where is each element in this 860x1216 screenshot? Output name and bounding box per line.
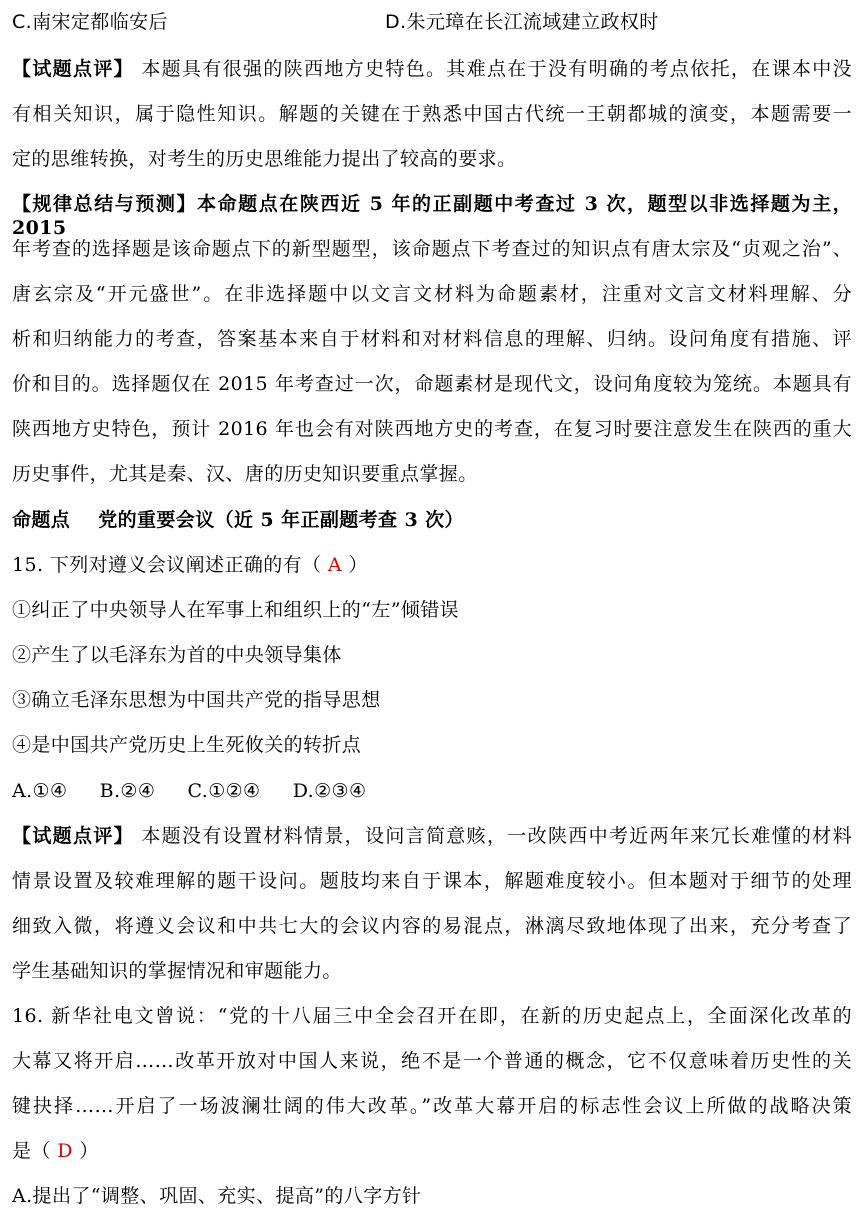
review1-line-2: 有相关知识，属于隐性知识。解题的关键在于熟悉中国古代统一王朝都城的演变，本题需要一 (12, 103, 852, 125)
review1-line-1: 【试题点评】 本题具有很强的陕西地方史特色。其难点在于没有明确的考点依托，在课本中没 (12, 58, 852, 80)
summary-line-6: 陕西地方史特色，预计 2016 年也会有对陕西地方史的考查，在复习时要注意发生在陕西的重大 (12, 418, 852, 440)
review2-line-3: 细致入微，将遵义会议和中共七大的会议内容的易混点，淋漓尽致地体现了出来，充分考查了 (12, 915, 852, 937)
q16-line-2: 大幕又将开启……改革开放对中国人来说，绝不是一个普通的概念，它不仅意味着历史性的关 (12, 1050, 852, 1072)
review2-line-2: 情景设置及较难理解的题干设问。题肢均来自于课本，解题难度较小。但本题对于细节的处理 (12, 870, 852, 892)
q16-answer: D (57, 1140, 73, 1162)
section-heading (12, 508, 852, 532)
summary-line-5: 价和目的。选择题仅在 2015 年考查过一次，命题素材是现代文，设问角度较为笼统。本题具有 (12, 373, 852, 395)
section-title: 党的重要会议 (98, 509, 215, 531)
review2-label: 【试题点评】 (12, 825, 134, 847)
review1-line-3: 定的思维转换，对考生的历史思维能力提出了较高的要求。 (12, 148, 517, 170)
q15-item-1: ①纠正了中央领导人在军事上和组织上的“左”倾错误 (12, 599, 460, 621)
q16-line-1: 16. 新华社电文曾说：“党的十八届三中全会召开在即，在新的历史起点上，全面深化改革的 (12, 1005, 852, 1027)
summary-line-1: 【规律总结与预测】本命题点在陕西近 5 年的正副题中考查过 3 次，题型以非选择题为主，2015 (12, 193, 852, 239)
summary-line-7: 历史事件，尤其是秦、汉、唐的历史知识要重点掌握。 (12, 463, 478, 485)
q14-option-c: C.南宋定都临安后 (12, 11, 168, 33)
q16-stem-end: 是（ D ） (12, 1140, 99, 1162)
q15-stem: 15. 下列对遵义会议阐述正确的有（ A ） (12, 554, 368, 576)
q15-answer: A (327, 554, 343, 576)
summary-line-3: 唐玄宗及“开元盛世”。在非选择题中以文言文材料为命题素材，注重对文言文材料理解、分 (12, 283, 852, 305)
q16-option-a: A.提出了“调整、巩固、充实、提高”的八字方针 (12, 1185, 422, 1207)
q14-option-d: D.朱元璋在长江流域建立政权时 (385, 11, 659, 33)
summary-line-2: 年考查的选择题是该命题点下的新型题型，该命题点下考查过的知识点有唐太宗及“贞观之治”、 (12, 238, 852, 260)
q16-line-3: 键抉择……开启了一场波澜壮阔的伟大改革。”改革大幕开启的标志性会议上所做的战略决策 (12, 1095, 852, 1117)
section-label: 命题点 (12, 509, 71, 531)
q15-item-2: ②产生了以毛泽东为首的中央领导集体 (12, 644, 342, 666)
summary-label: 【规律总结与预测】 (12, 193, 198, 215)
review2-line-4: 学生基础知识的掌握情况和审题能力。 (12, 960, 342, 982)
review1-label: 【试题点评】 (12, 58, 134, 80)
q15-item-4: ④是中国共产党历史上生死攸关的转折点 (12, 734, 362, 756)
summary-line-4: 析和归纳能力的考查，答案基本来自于材料和对材料信息的理解、归纳。设问角度有措施、评 (12, 328, 852, 350)
section-note: （近 5 年正副题考查 3 次） (214, 509, 464, 531)
q14-options-row (12, 10, 852, 34)
q15-options: A.①④ B.②④ C.①②④ D.②③④ (12, 780, 367, 802)
q15-item-3: ③确立毛泽东思想为中国共产党的指导思想 (12, 689, 381, 711)
review2-line-1: 【试题点评】 本题没有设置材料情景，设问言简意赅，一改陕西中考近两年来冗长难懂的材料 (12, 825, 852, 847)
